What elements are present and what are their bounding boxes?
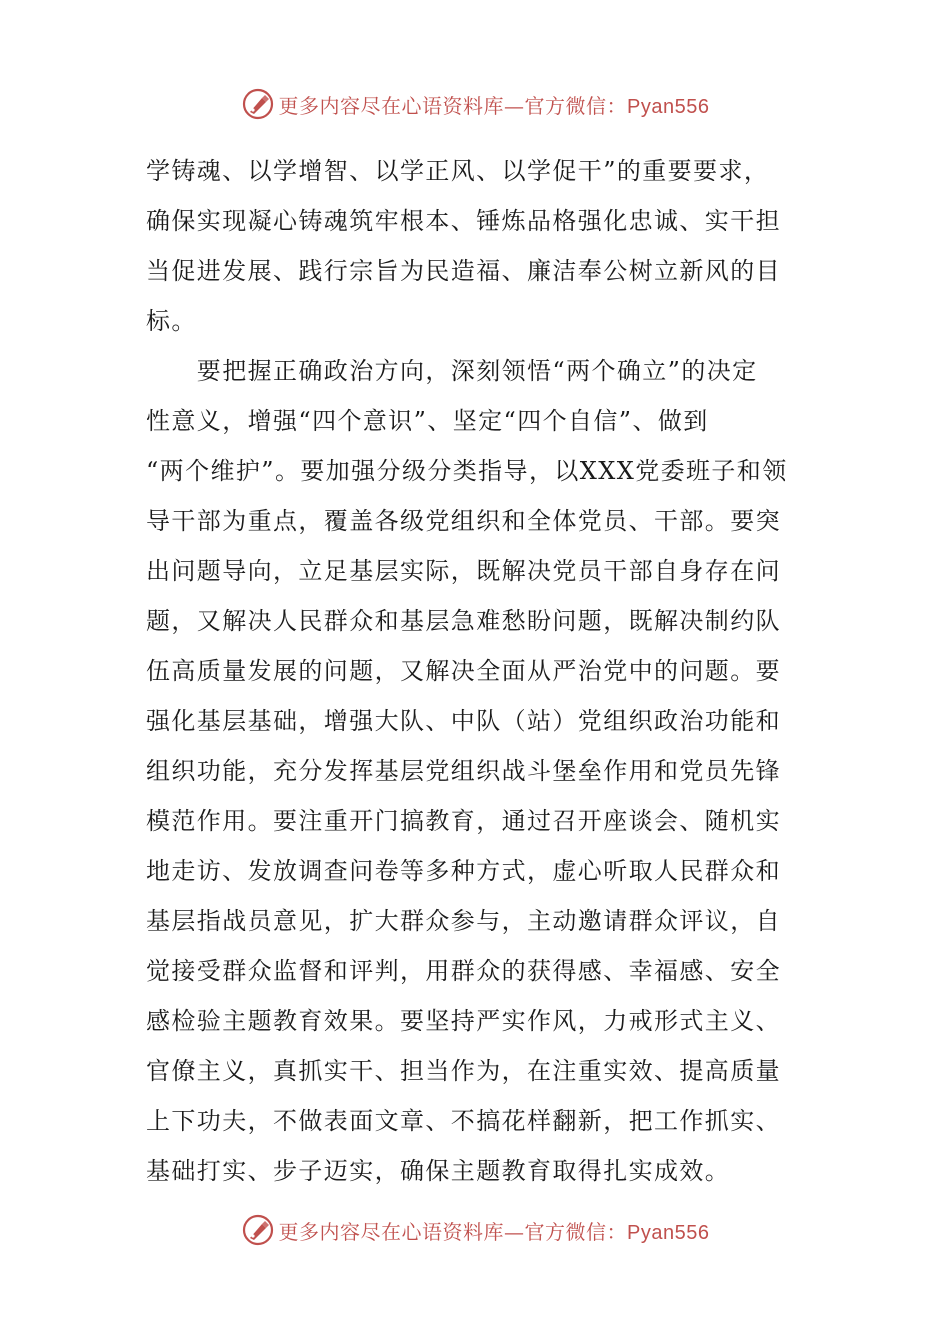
text-line: 官僚主义，真抓实干、担当作为，在注重实效、提高质量 <box>146 1057 781 1085</box>
pen-nib-logo-icon <box>241 1213 275 1247</box>
text-line: 标。 <box>146 307 197 335</box>
text-line: 上下功夫，不做表面文章、不搞花样翻新，把工作抓实、 <box>146 1107 781 1135</box>
text-line: “两个维护”。要加强分级分类指导，以XXX党委班子和领 <box>146 457 788 485</box>
header-watermark-banner <box>0 82 950 126</box>
text-line: 题，又解决人民群众和基层急难愁盼问题，既解决制约队 <box>146 607 781 635</box>
text-line: 基础打实、步子迈实，确保主题教育取得扎实成效。 <box>146 1157 731 1185</box>
text-line: 地走访、发放调查问卷等多种方式，虚心听取人民群众和 <box>146 857 781 885</box>
paragraph-start-line: 要把握正确政治方向，深刻领悟“两个确立”的决定 <box>146 357 758 385</box>
footer-banner-text: 更多内容尽在心语资料库—官方微信：Pyan556 <box>278 1219 710 1244</box>
text-line: 感检验主题教育效果。要坚持严实作风，力戒形式主义、 <box>146 1007 781 1035</box>
text-line: 当促进发展、践行宗旨为民造福、廉洁奉公树立新风的目 <box>146 257 781 285</box>
header-banner-text: 更多内容尽在心语资料库—官方微信：Pyan556 <box>278 93 710 118</box>
footer-watermark-banner <box>0 1208 950 1252</box>
wechat-id: Pyan556 <box>627 95 710 118</box>
text-line: 导干部为重点，覆盖各级党组织和全体党员、干部。要突 <box>146 507 781 535</box>
text-line: 学铸魂、以学增智、以学正风、以学促干”的重要要求， <box>146 157 770 185</box>
text-line: 觉接受群众监督和评判，用群众的获得感、幸福感、安全 <box>146 957 781 985</box>
document-body <box>146 146 806 1196</box>
text-line: 伍高质量发展的问题，又解决全面从严治党中的问题。要 <box>146 657 781 685</box>
text-line: 性意义，增强“四个意识”、坚定“四个自信”、做到 <box>146 407 709 435</box>
text-line: 基层指战员意见，扩大群众参与，主动邀请群众评议，自 <box>146 907 781 935</box>
wechat-id: Pyan556 <box>627 1221 710 1244</box>
text-line: 出问题导向，立足基层实际，既解决党员干部自身存在问 <box>146 557 781 585</box>
text-line: 组织功能，充分发挥基层党组织战斗堡垒作用和党员先锋 <box>146 757 781 785</box>
text-line: 强化基层基础，增强大队、中队（站）党组织政治功能和 <box>146 707 781 735</box>
text-line: 确保实现凝心铸魂筑牢根本、锤炼品格强化忠诚、实干担 <box>146 207 781 235</box>
pen-nib-logo-icon <box>241 87 275 121</box>
text-line: 模范作用。要注重开门搞教育，通过召开座谈会、随机实 <box>146 807 781 835</box>
